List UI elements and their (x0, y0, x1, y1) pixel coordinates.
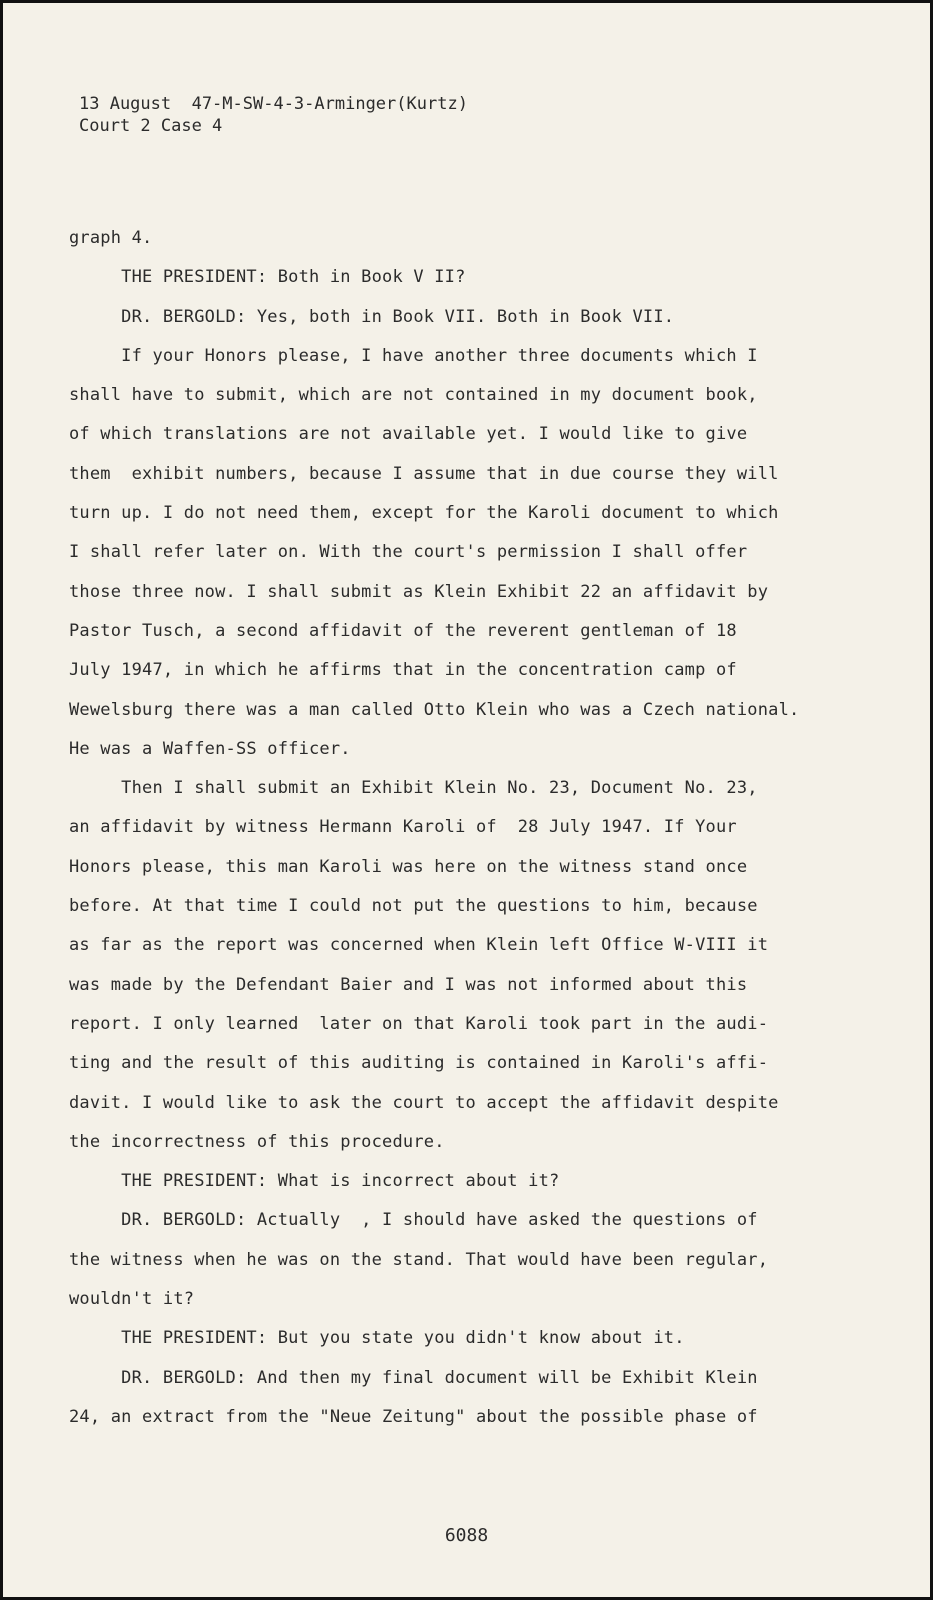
text-line: them exhibit numbers, because I assume that in due course they will (69, 463, 779, 484)
text-line: turn up. I do not need them, except for the Karoli document to which (69, 503, 779, 524)
transcript-body (69, 219, 799, 1437)
document-header (79, 93, 468, 137)
text-line: July 1947, in which he affirms that in the concentration camp of (69, 660, 737, 681)
text-line: the incorrectness of this procedure. (69, 1131, 445, 1152)
text-line: THE PRESIDENT: Both in Book V II? (69, 267, 466, 288)
text-line: report. I only learned later on that Karoli took part in the audi- (69, 1013, 769, 1034)
text-line: ting and the result of this auditing is contained in Karoli's affi- (69, 1053, 769, 1074)
text-line: davit. I would like to ask the court to accept the affidavit despite (69, 1092, 779, 1113)
text-line: THE PRESIDENT: But you state you didn't know about it. (69, 1328, 685, 1349)
text-line: was made by the Defendant Baier and I was not informed about this (69, 974, 748, 995)
text-line: THE PRESIDENT: What is incorrect about it? (69, 1171, 560, 1192)
text-line: DR. BERGOLD: And then my final document will be Exhibit Klein (69, 1367, 758, 1388)
header-line-1: 13 August 47-M-SW-4-3-Arminger(Kurtz) (79, 94, 468, 114)
text-line: 24, an extract from the "Neue Zeitung" about the possible phase of (69, 1406, 758, 1427)
text-line: Then I shall submit an Exhibit Klein No. 23, Document No. 23, (69, 778, 758, 799)
text-line: DR. BERGOLD: Yes, both in Book VII. Both in Book VII. (69, 306, 675, 327)
text-line: the witness when he was on the stand. That would have been regular, (69, 1249, 769, 1270)
header-line-2: Court 2 Case 4 (79, 116, 223, 136)
text-line: DR. BERGOLD: Actually , I should have asked the questions of (69, 1210, 758, 1231)
text-line: If your Honors please, I have another three documents which I (69, 345, 758, 366)
text-line: those three now. I shall submit as Klein Exhibit 22 an affidavit by (69, 581, 769, 602)
text-line: Pastor Tusch, a second affidavit of the reverent gentleman of 18 (69, 620, 737, 641)
text-line: shall have to submit, which are not contained in my document book, (69, 385, 758, 406)
text-line: wouldn't it? (69, 1289, 195, 1310)
text-line: of which translations are not available yet. I would like to give (69, 424, 748, 445)
text-line: graph 4. (69, 228, 153, 248)
text-line: I shall refer later on. With the court's permission I shall offer (69, 542, 748, 563)
text-line: Honors please, this man Karoli was here on the witness stand once (69, 856, 748, 877)
text-line: He was a Waffen-SS officer. (69, 738, 351, 759)
text-line: as far as the report was concerned when Klein left Office W-VIII it (69, 935, 769, 956)
page-number: 6088 (444, 1525, 489, 1546)
text-line: before. At that time I could not put the questions to him, because (69, 896, 758, 917)
text-line: an affidavit by witness Hermann Karoli of 28 July 1947. If Your (69, 817, 737, 838)
text-line: Wewelsburg there was a man called Otto Klein who was a Czech national. (69, 699, 800, 720)
